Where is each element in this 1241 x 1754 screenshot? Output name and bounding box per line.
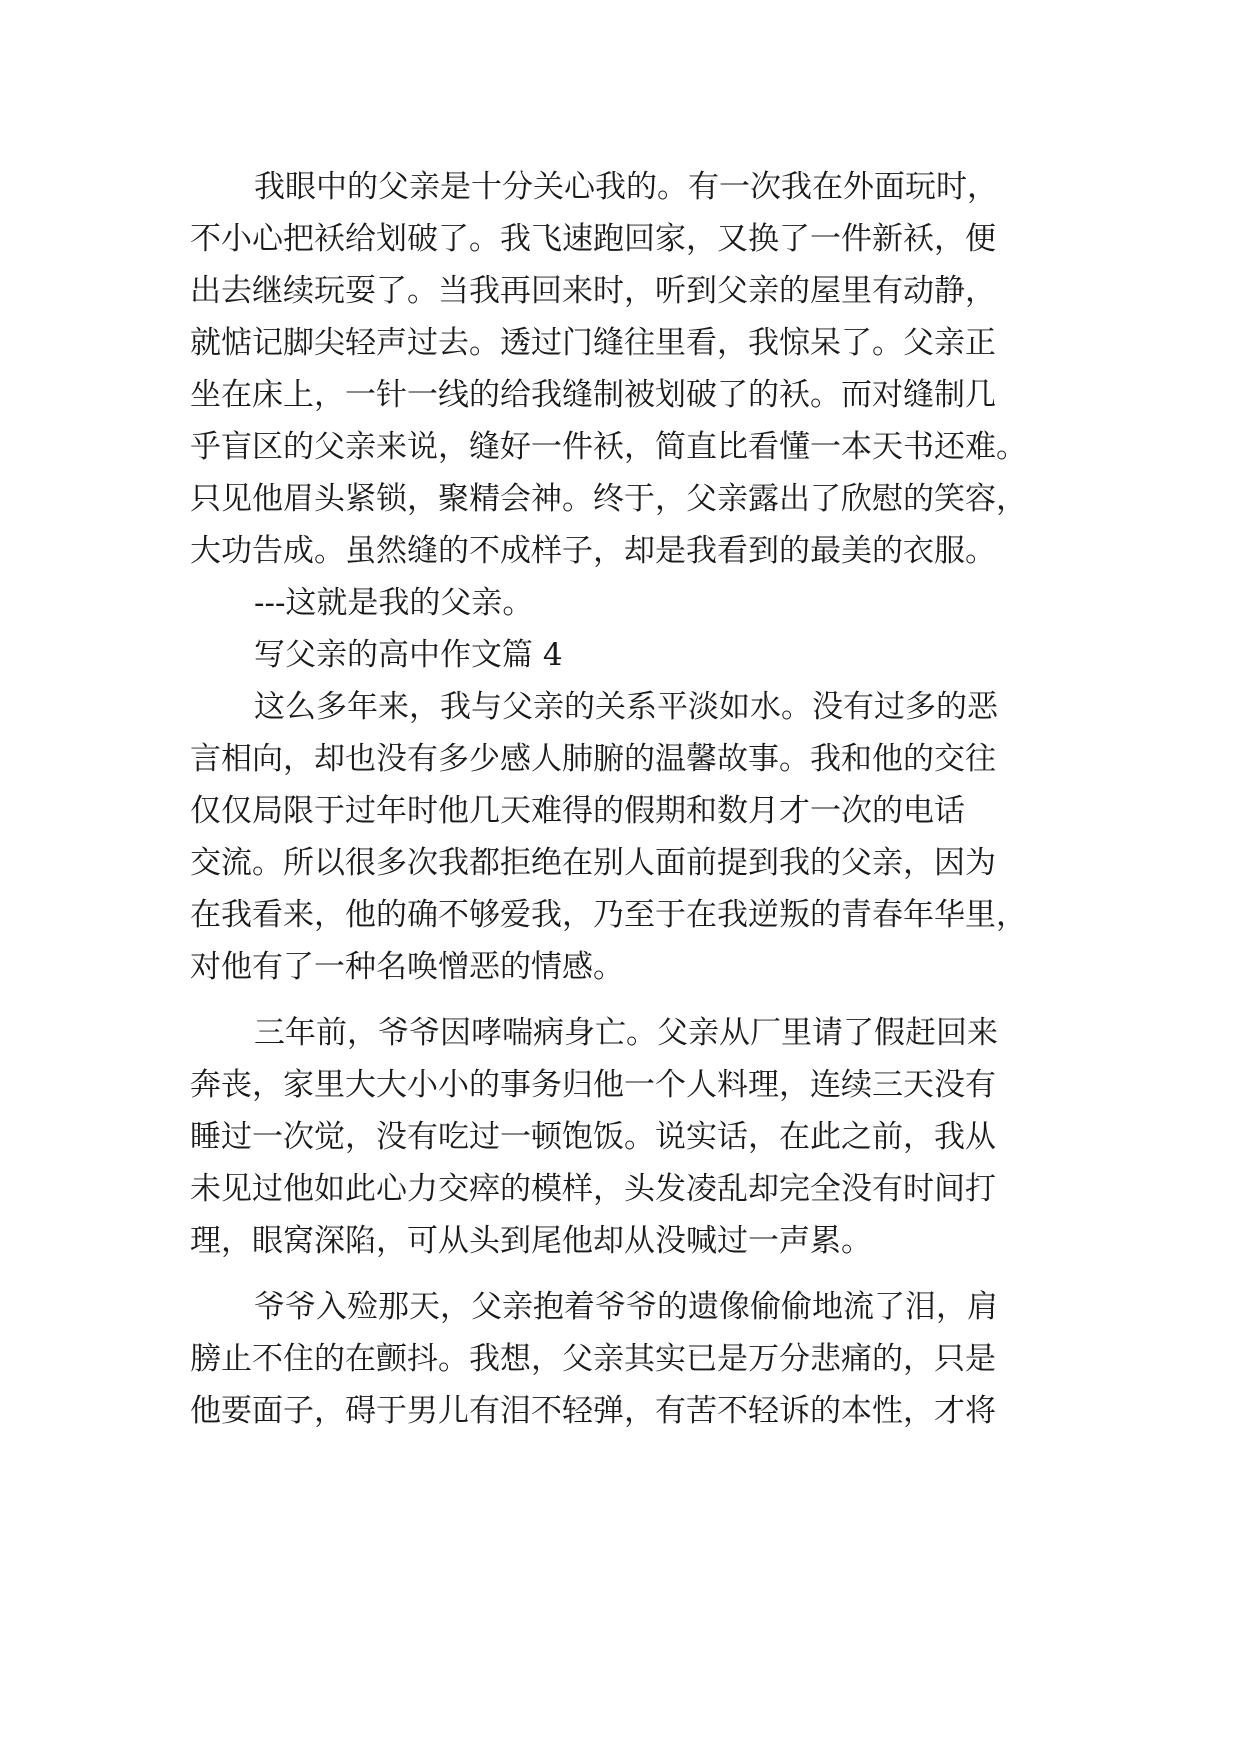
paragraph-line: 大功告成。虽然缝的不成样子，却是我看到的最美的衣服。 — [190, 533, 996, 569]
paragraph-line: 爷爷入殓那天，父亲抱着爷爷的遗像偷偷地流了泪，肩 — [254, 1289, 998, 1325]
paragraph-line: 就惦记脚尖轻声过去。透过门缝往里看，我惊呆了。父亲正 — [190, 325, 996, 361]
paragraph-line: 交流。所以很多次我都拒绝在别人面前提到我的父亲，因为 — [190, 845, 996, 881]
paragraph-line: 理，眼窝深陷，可从头到尾他却从没喊过一声累。 — [190, 1223, 872, 1259]
paragraph-line: 乎盲区的父亲来说，缝好一件袄，简直比看懂一本天书还难。 — [190, 429, 1027, 465]
paragraph-line: 我眼中的父亲是十分关心我的。有一次我在外面玩时， — [254, 169, 998, 205]
paragraph-line: 仅仅局限于过年时他几天难得的假期和数月才一次的电话 — [190, 793, 965, 829]
paragraph-line: 他要面子，碍于男儿有泪不轻弹，有苦不轻诉的本性，才将 — [190, 1393, 996, 1429]
section-heading: 写父亲的高中作文篇 4 — [254, 637, 563, 673]
paragraph-line: 这么多年来，我与父亲的关系平淡如水。没有过多的恶 — [254, 689, 998, 725]
paragraph-line: 出去继续玩耍了。当我再回来时，听到父亲的屋里有动静， — [190, 273, 996, 309]
paragraph-line: 奔丧，家里大大小小的事务归他一个人料理，连续三天没有 — [190, 1067, 996, 1103]
closing-line: ---这就是我的父亲。 — [254, 585, 534, 621]
paragraph-line: 膀止不住的在颤抖。我想，父亲其实已是万分悲痛的，只是 — [190, 1341, 996, 1377]
paragraph-line: 对他有了一种名唤憎恶的情感。 — [190, 949, 624, 985]
paragraph-line: 只见他眉头紧锁，聚精会神。终于，父亲露出了欣慰的笑容， — [190, 481, 1027, 517]
paragraph-line: 睡过一次觉，没有吃过一顿饱饭。说实话，在此之前，我从 — [190, 1119, 996, 1155]
paragraph-line: 三年前，爷爷因哮喘病身亡。父亲从厂里请了假赶回来 — [254, 1015, 998, 1051]
paragraph-line: 未见过他如此心力交瘁的模样，头发凌乱却完全没有时间打 — [190, 1171, 996, 1207]
essay-text — [190, 161, 1060, 1437]
paragraph-line: 言相向，却也没有多少感人肺腑的温馨故事。我和他的交往 — [190, 741, 996, 777]
paragraph-line: 坐在床上，一针一线的给我缝制被划破了的袄。而对缝制几 — [190, 377, 996, 413]
paragraph-line: 在我看来，他的确不够爱我，乃至于在我逆叛的青春年华里， — [190, 897, 1027, 933]
paragraph-line: 不小心把袄给划破了。我飞速跑回家，又换了一件新袄，便 — [190, 221, 996, 257]
